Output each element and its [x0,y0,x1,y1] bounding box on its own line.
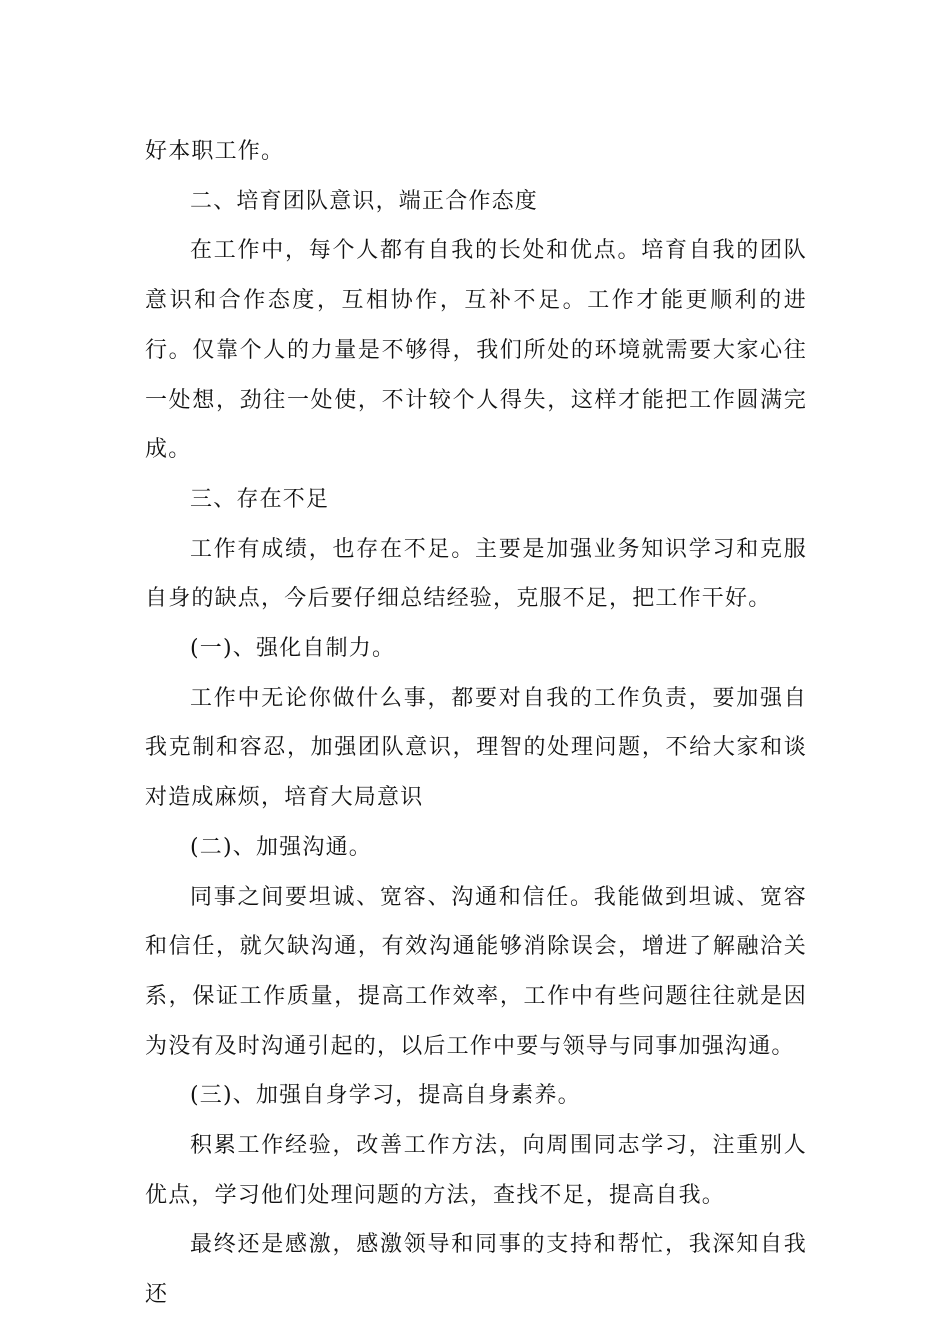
paragraph-closing: 最终还是感激，感激领导和同事的支持和帮忙，我深知自我还 [145,1232,807,1308]
paragraph-self-control: 工作中无论你做什么事，都要对自我的工作负责，要加强自我克制和容忍，加强团队意识，理智的处理问题，不给大家和谈对造成麻烦，培育大局意识 [145,685,807,811]
section-heading-2: 二、培育团队意识，端正合作态度 [190,188,539,214]
subheading-2: (二)、加强沟通。 [190,834,372,860]
document-page [145,127,807,1320]
paragraph-learning: 积累工作经验，改善工作方法，向周围同志学习，注重别人优点，学习他们处理问题的方法，查找不足，提高自我。 [145,1133,807,1208]
paragraph-team-awareness: 在工作中，每个人都有自我的长处和优点。培育自我的团队意识和合作态度，互相协作，互补不足。工作才能更顺利的进行。仅靠个人的力量是不够得，我们所处的环境就需要大家心往一处想，劲往一处使，不计较个人得失，这样才能把工作圆满完成。 [145,238,807,463]
paragraph-communication: 同事之间要坦诚、宽容、沟通和信任。我能做到坦诚、宽容和信任，就欠缺沟通，有效沟通能够消除误会，增进了解融洽关系，保证工作质量，提高工作效率，工作中有些问题往往就是因为没有及时沟通引起的，以后工作中要与领导与同事加强沟通。 [145,884,807,1059]
section-heading-3: 三、存在不足 [190,486,330,512]
paragraph-continuation: 好本职工作。 [145,139,285,164]
subheading-3: (三)、加强自身学习，提高自身素养。 [190,1083,581,1109]
paragraph-shortcomings: 工作有成绩，也存在不足。主要是加强业务知识学习和克服自身的缺点，今后要仔细总结经验，克服不足，把工作干好。 [145,536,807,612]
subheading-1: (一)、强化自制力。 [190,636,396,662]
